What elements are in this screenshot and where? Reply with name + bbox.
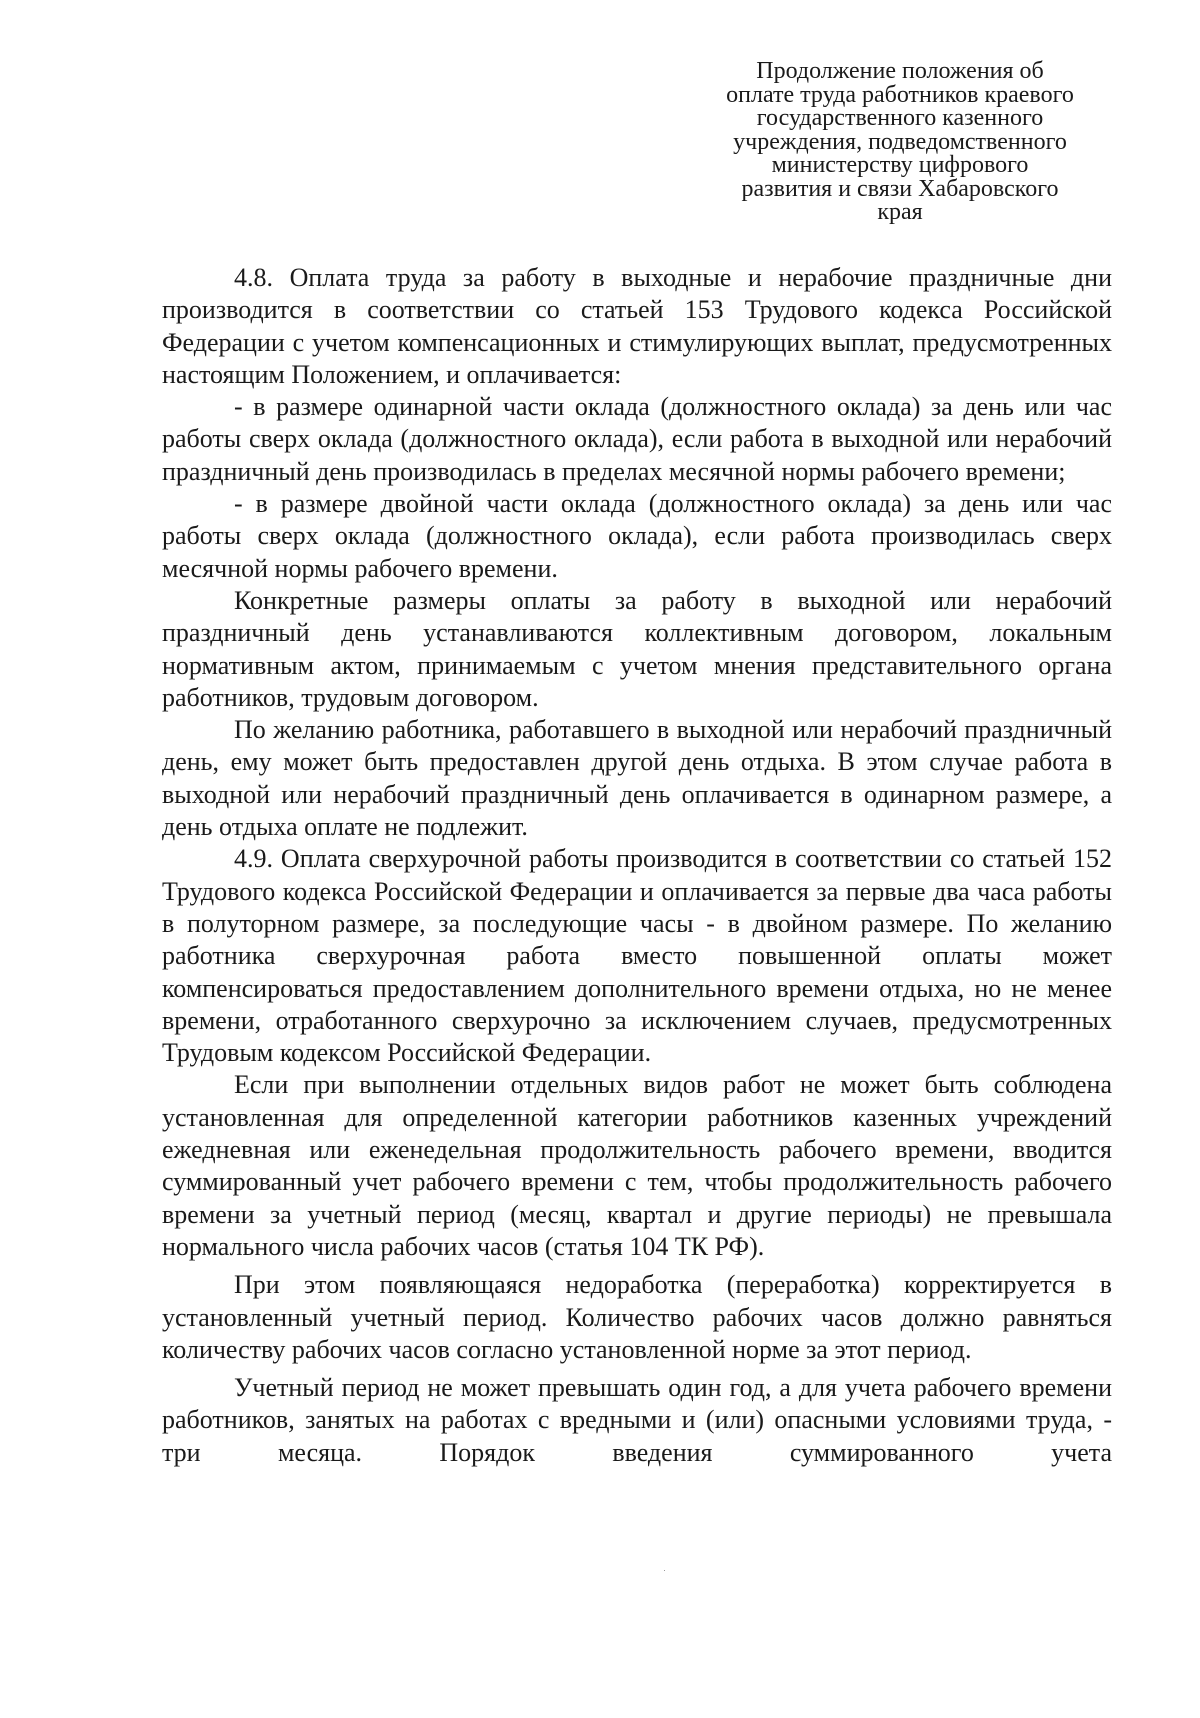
paragraph-summarized-accounting: Если при выполнении отдельных видов работ не может быть соблюдена установленная для определенной категории работников казенных учреждений ежедневная или еженедельная продолжительность рабочего времени, вводится суммированный учет рабочего времени с тем, чтобы продолжительность рабочего времени за учетный период (месяц, квартал и другие периоды) не превышала нормального числа рабочих часов (статья 104 ТК РФ). xyxy=(162,1070,1112,1261)
header-line: оплате труда работников краевого xyxy=(726,81,1074,108)
header-line: государственного казенного xyxy=(756,105,1044,131)
list-item-double-rate: - в размере двойной части оклада (должностного оклада) за день или час работы сверх оклада (должностного оклада), если работа производилась сверх месячной нормы рабочего времени. xyxy=(162,489,1112,583)
paragraph-4-9: 4.9. Оплата сверхурочной работы производится в соответствии со статьей 152 Трудового кодекса Российской Федерации и оплачивается за первые два часа работы в полуторном размере, за последующие часы - в двойном размере. По желанию работника сверхурочная работа вместо повышенной оплаты может компенсироваться предоставлением дополнительного времени отдыха, но не менее времени, отработанного сверхурочно за исключением случаев, предусмотренных Трудовым кодексом Российской Федерации. xyxy=(162,844,1112,1068)
paragraph-day-off: По желанию работника, работавшего в выходной или нерабочий праздничный день, ему может быть предоставлен другой день отдыха. В этом случае работа в выходной или нерабочий праздничный день оплачивается в одинарном размере, а день отдыха оплате не подлежит. xyxy=(162,715,1112,842)
header-line: учреждения, подведомственного xyxy=(733,128,1067,155)
header-line: Продолжение положения об xyxy=(756,58,1044,84)
paragraph-4-8: 4.8. Оплата труда за работу в выходные и нерабочие праздничные дни производится в соответствии со статьей 153 Трудового кодекса Российской Федерации с учетом компенсационных и стимулирующих выплат, предусмотренных настоящим Положением, и оплачивается: xyxy=(162,263,1112,389)
paragraph-accounting-period: Учетный период не может превышать один год, а для учета рабочего времени работников, занятых на работах с вредными и (или) опасными условиями труда, - три месяца. Порядок введения суммированного учета xyxy=(162,1373,1112,1467)
header-line: развития и связи Хабаровского xyxy=(741,175,1059,202)
header-line: министерству цифрового xyxy=(771,152,1029,178)
paragraph-specific-rates: Конкретные размеры оплаты за работу в выходной или нерабочий праздничный день устанавливаются коллективным договором, локальным нормативным актом, принимаемым с учетом мнения представительного органа работников, трудовым договором. xyxy=(162,585,1112,712)
document-body xyxy=(162,262,1112,1469)
paragraph-correction: При этом появляющаяся недоработка (переработка) корректируется в установленный учетный период. Количество рабочих часов должно равняться количеству рабочих часов согласно установленной норме за этот период. xyxy=(162,1270,1112,1364)
header-line: края xyxy=(877,199,923,225)
list-item-single-rate: - в размере одинарной части оклада (должностного оклада) за день или час работы сверх оклада (должностного оклада), если работа в выходной или нерабочий праздничный день производилась в пределах месячной нормы рабочего времени; xyxy=(162,392,1112,486)
scan-artifact xyxy=(664,1570,665,1571)
header-block xyxy=(690,60,1110,225)
